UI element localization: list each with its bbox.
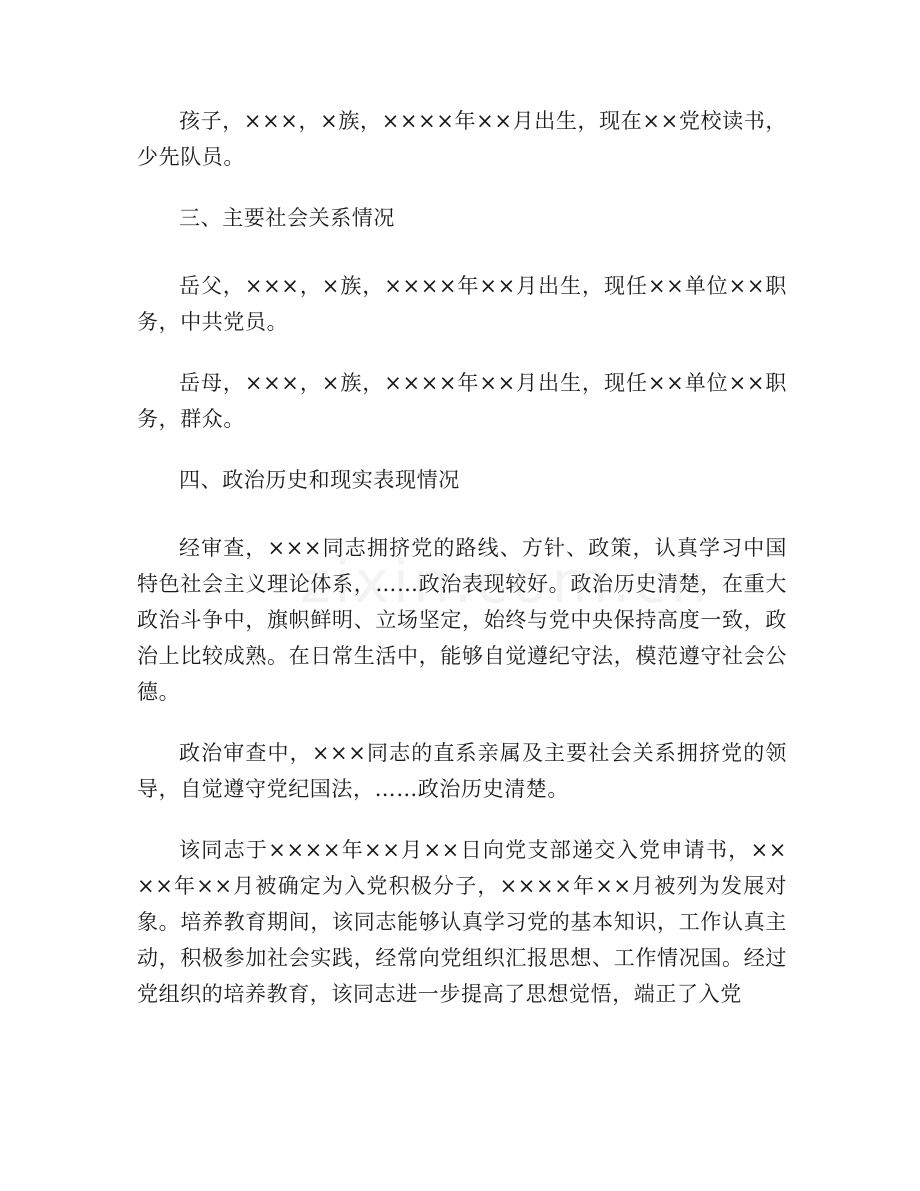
document-body — [137, 103, 787, 1037]
section-heading-political-history: 四、政治历史和现实表现情况 — [179, 468, 460, 492]
paragraph-mother-in-law: 岳母，×××，×族，××××年××月出生，现任××单位××职务，群众。 — [137, 371, 787, 431]
paragraph-political-review: 政治审查中，×××同志的直系亲属及主要社会关系拥挤党的领导，自觉遵守党纪国法，……政治历史清楚。 — [137, 741, 787, 801]
paragraph-application-history: 该同志于××××年××月××日向党支部递交入党申请书，××××年××月被确定为入党积极分子，××××年××月被列为发展对象。培养教育期间，该同志能够认真学习党的基本知识，工作认真主动，积极参加社会实践，经常向党组织汇报思想、工作情况国。经过党组织的培养教育，该同志进一步提高了思想觉悟，端正了入党 — [137, 838, 787, 1006]
paragraph-father-in-law: 岳父，×××，×族，××××年××月出生，现任××单位××职务，中共党员。 — [137, 274, 787, 334]
paragraph-review-result: 经审查，×××同志拥挤党的路线、方针、政策，认真学习中国特色社会主义理论体系，……政治表现较好。政治历史清楚，在重大政治斗争中，旗帜鲜明、立场坚定，始终与党中央保持高度一致，政治上比较成熟。在日常生活中，能够自觉遵纪守法，模范遵守社会公德。 — [137, 536, 787, 704]
section-heading-social-relations: 三、主要社会关系情况 — [179, 206, 395, 230]
paragraph-child: 孩子，×××，×族，××××年××月出生，现在××党校读书，少先队员。 — [137, 109, 787, 169]
